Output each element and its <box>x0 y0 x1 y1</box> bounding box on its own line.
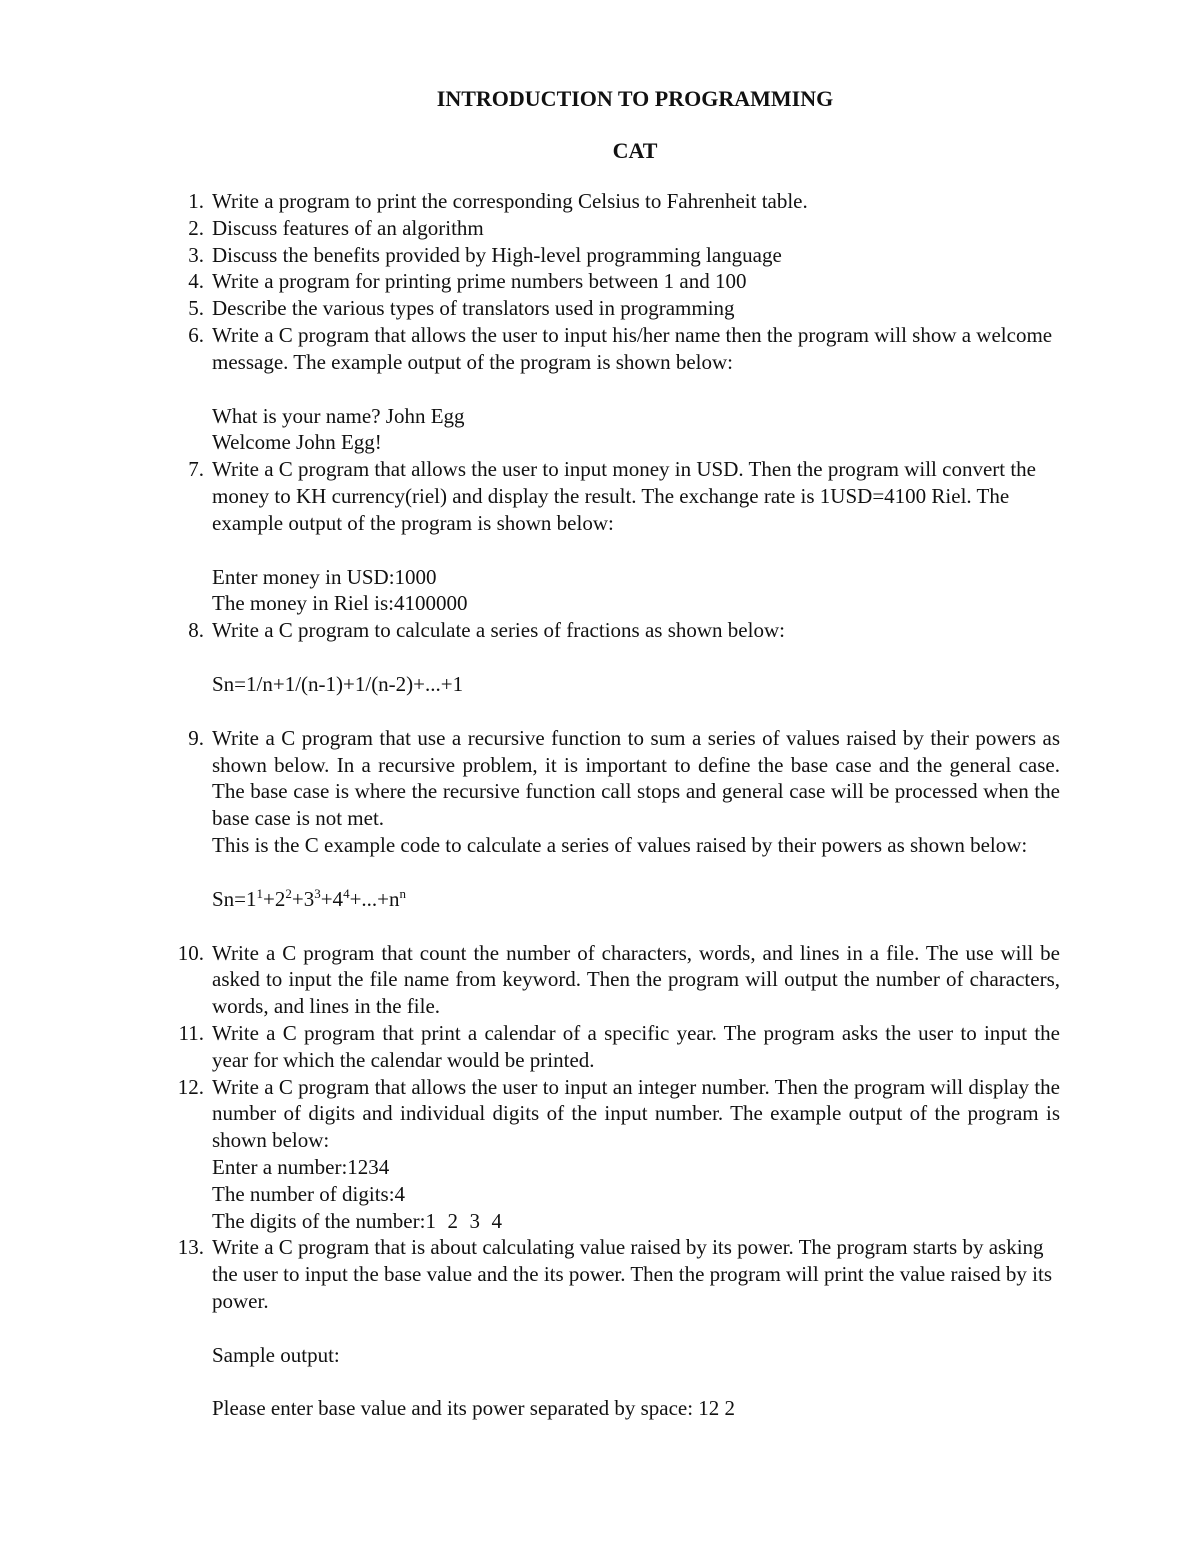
formula-exponent: 2 <box>285 885 292 901</box>
question-11 <box>168 1020 1060 1074</box>
sample-output-line <box>212 1208 1060 1235</box>
question-text: Write a C program that is about calculating value raised by its power. The program starts by asking the user to input the base value and the its power. Then the program will print the value raised by its power. <box>212 1235 1052 1313</box>
question-text: Write a C program that count the number of characters, words, and lines in a file. The use will be asked to input the file name from keyword. Then the program will output the number of characters, words, and lines in the file. <box>212 940 1060 1019</box>
sample-output-line: The money in Riel is:4100000 <box>212 591 468 616</box>
digit: 2 <box>447 1208 458 1233</box>
power-series-formula <box>212 886 1060 913</box>
question-text: Write a C program that allows the user to input money in USD. Then the program will convert the money to KH currency(riel) and display the result. The exchange rate is 1USD=4100 Riel. The example output of the program is shown below: <box>212 457 1037 535</box>
document-subtitle: CAT <box>612 138 658 163</box>
question-12 <box>168 1074 1060 1235</box>
sample-output-label: Sample output: <box>212 1342 340 1367</box>
sample-output-line: What is your name? John Egg <box>212 403 465 428</box>
question-number: 1. <box>188 189 204 213</box>
question-number: 7. <box>188 457 204 482</box>
question-number: 4. <box>188 269 204 294</box>
digit: 1 <box>425 1208 436 1233</box>
question-number: 10. <box>177 940 204 965</box>
sample-output-line: Enter a number:1234 <box>212 1154 390 1179</box>
question-13 <box>168 1234 1060 1422</box>
question-text: Write a C program that use a recursive function to sum a series of values raised by their powers as shown below. In a recursive problem, it is important to define the base case and the general case. The base case is where the recursive function call stops and general case will be processed when the base case is not met. <box>212 725 1060 831</box>
question-number: 13. <box>177 1235 204 1260</box>
question-2 <box>168 215 1060 242</box>
question-text: Describe the various types of translators used in programming <box>212 296 735 321</box>
document-title: INTRODUCTION TO PROGRAMMING <box>436 86 834 111</box>
formula: Sn=1/n+1/(n-1)+1/(n-2)+...+1 <box>212 671 464 696</box>
formula-term: +3 <box>291 886 315 911</box>
question-1 <box>168 188 1060 215</box>
question-number: 2. <box>188 215 204 240</box>
question-7 <box>168 456 1060 617</box>
question-number: 8. <box>188 618 204 643</box>
question-text: Discuss features of an algorithm <box>212 215 484 240</box>
sample-output-line: Welcome John Egg! <box>212 430 382 455</box>
formula-exponent: 4 <box>343 885 350 901</box>
question-4 <box>168 268 1060 295</box>
question-8 <box>168 617 1060 725</box>
question-text: Write a C program that print a calendar of a specific year. The program asks the user to input the year for which the calendar would be printed. <box>212 1020 1060 1072</box>
digits-label: The digits of the number: <box>212 1208 426 1233</box>
question-text: Write a program to print the corresponding Celsius to Fahrenheit table. <box>212 189 808 213</box>
question-list <box>168 188 1060 1422</box>
question-3 <box>168 242 1060 269</box>
digit: 3 <box>469 1208 480 1233</box>
sample-output-line: The number of digits:4 <box>212 1181 406 1206</box>
formula-term: +4 <box>320 886 344 911</box>
question-number: 3. <box>188 242 204 267</box>
question-text-continued: This is the C example code to calculate a series of values raised by their powers as shown below: <box>212 832 1028 857</box>
sample-output-line: Please enter base value and its power separated by space: 12 2 <box>212 1396 736 1421</box>
formula-term: +...+n <box>349 886 400 911</box>
question-number: 11. <box>178 1020 204 1045</box>
sample-output-line: Enter money in USD:1000 <box>212 564 437 589</box>
formula-prefix: Sn= <box>212 886 247 911</box>
question-9 <box>168 725 1060 940</box>
question-text: Write a C program that allows the user to input his/her name then the program will show a welcome message. The example output of the program is shown below: <box>212 322 1053 374</box>
question-number: 9. <box>188 725 204 750</box>
formula-term: +2 <box>263 886 286 911</box>
digit: 4 <box>491 1208 502 1233</box>
question-text: Discuss the benefits provided by High-level programming language <box>212 242 782 267</box>
question-text: Write a program for printing prime numbers between 1 and 100 <box>212 269 747 294</box>
question-text: Write a C program that allows the user to input an integer number. Then the program will display the number of digits and individual digits of the input number. The example output of the program is shown below: <box>212 1074 1060 1153</box>
question-number: 12. <box>177 1074 204 1099</box>
question-number: 6. <box>188 322 204 347</box>
formula-exponent: n <box>399 885 406 901</box>
formula-term: 1 <box>246 886 257 911</box>
formula-exponent: 1 <box>256 885 264 901</box>
question-5 <box>168 295 1060 322</box>
question-10 <box>168 940 1060 1020</box>
formula-exponent: 3 <box>314 885 321 901</box>
question-6 <box>168 322 1060 456</box>
question-number: 5. <box>188 296 204 321</box>
question-text: Write a C program to calculate a series of fractions as shown below: <box>212 618 785 643</box>
